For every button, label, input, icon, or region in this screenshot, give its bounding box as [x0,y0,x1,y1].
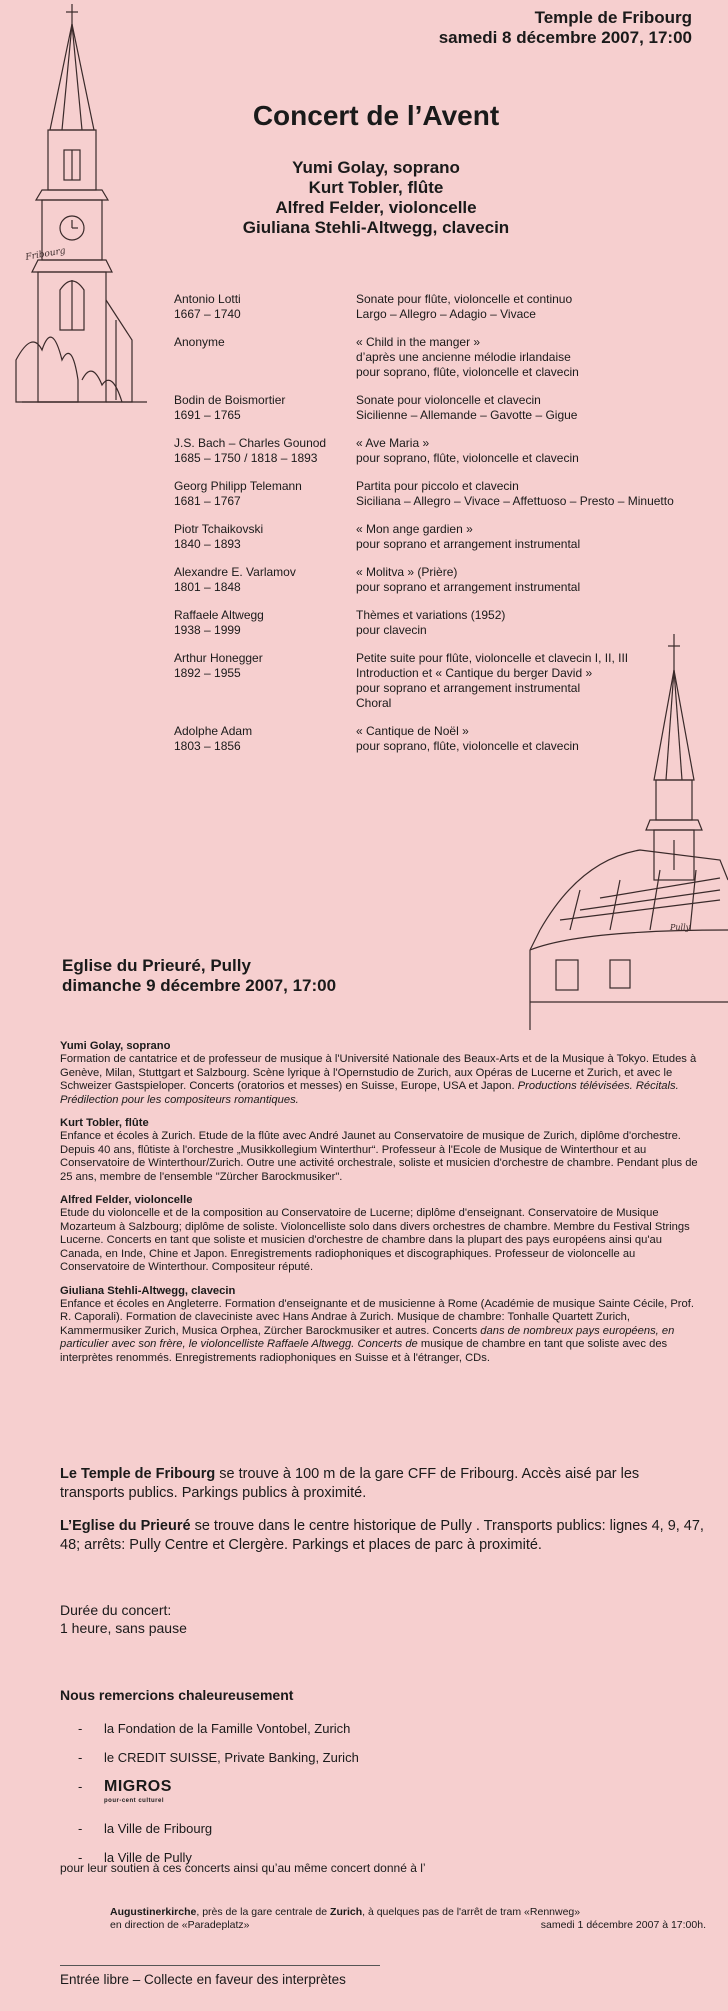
program-item [174,565,714,595]
program-item [174,522,714,552]
venue-name: Temple de Fribourg [534,8,692,27]
work-line: « Ave Maria » [356,436,430,450]
concert-title: Concert de l’Avent [252,100,500,131]
bio-text: Formation de cantatrice et de professeur de musique à l'Université Nationale des Beaux-Arts et de la Musique à Tokyo. Etudes à Genève, Milan, Stuttgart et Salzbourg. Scène lyrique à l'Opernstudio de Zurich, aux Opéras de Lucerne et Zurich, et avec le Schweizer Gastspieloper. Concerts (oratorios et messes) en Suisse, Europe, USA et Japon. [60,1053,697,1093]
thanks-item: - la Ville de Fribourg [78,1821,213,1836]
work-line: Introduction et « Cantique du berger David » [356,666,593,680]
composer-name: Piotr Tchaikovski [174,522,264,536]
bio-text: musique de chambre en tant que soliste avec des interprètes renommés. Enregistrements radiophoniques en Suisse et à l'étranger, CDs. [60,1338,668,1364]
composer-dates: 1685 – 1750 / 1818 – 1893 [174,451,318,465]
performer: Alfred Felder, violoncelle [275,198,477,217]
second-venue-date: dimanche 9 décembre 2007, 17:00 [62,976,337,995]
work-line: pour soprano, flûte, violoncelle et clavecin [356,739,579,753]
work-line: Thèmes et variations (1952) [356,608,506,622]
dash: - [78,1779,83,1794]
augustiner-venue: Augustinerkirche [110,1906,197,1918]
composer-name: Georg Philipp Telemann [174,479,302,493]
performer: Giuliana Stehli-Altwegg, clavecin [242,218,510,237]
entry-note: Entrée libre – Collecte en faveur des interprètes [60,1972,346,1987]
composer-dates: 1938 – 1999 [174,623,241,637]
work-line: « Mon ange gardien » [356,522,473,536]
composer-name: J.S. Bach – Charles Gounod [174,436,327,450]
bio-name: Alfred Felder, violoncelle [60,1194,193,1207]
composer-name: Antonio Lotti [174,292,241,306]
work-line: d’après une ancienne mélodie irlandaise [356,350,571,364]
access-venue: L’Eglise du Prieuré [60,1518,191,1534]
composer-name: Alexandre E. Varlamov [174,565,296,579]
migros-logo: MIGROS pour-cent culturel [104,1778,172,1804]
second-venue [62,956,336,996]
program-item [174,393,714,423]
duration-value: 1 heure, sans pause [60,1620,187,1636]
performer-list [0,158,728,238]
program-item [174,479,714,509]
thanks-item: - la Ville de Pully [78,1850,192,1865]
augustiner-info: Augustinerkirche, près de la gare centrale de Zurich, à quelques pas de l'arrêt de tram «Rennweg» en direction de «Paradeplatz» samedi 1 décembre 2007 à 17:00h. [110,1906,706,1931]
bio-name: Giuliana Stehli-Altwegg, clavecin [60,1284,236,1297]
bio-text: Enfance et écoles à Zurich. Etude de la flûte avec André Jaunet au Conservatoire de musique de Zurich, diplôme d'orchestre. Depuis 40 ans, flûtiste à l'orchestre „Musikkollegium Winterthur“. Professeur à l'Ecole de Musique de Winterthour et au Conservatoire de Winterthour/Zurich. Outre une activité orchestrale, soliste et musicien d'orchestre de chambre. Pendant plus de 25 ans, membre de l'ensemble "Zürcher Barockmusiker". [60,1130,698,1183]
work-line: pour soprano et arrangement instrumental [356,580,581,594]
composer-name: Bodin de Boismortier [174,393,286,407]
dash: - [78,1721,83,1736]
access-venue: Le Temple de Fribourg [60,1466,216,1482]
work-line: Partita pour piccolo et clavecin [356,479,519,493]
thanks-item: - la Fondation de la Famille Vontobel, Zurich [78,1721,351,1736]
bio-entry [60,1117,704,1184]
access-paragraph [60,1517,704,1555]
work-line: pour soprano et arrangement instrumental [356,537,581,551]
composer-dates: 1681 – 1767 [174,494,241,508]
bio-name: Kurt Tobler, flûte [60,1117,149,1130]
bio-entry [60,1285,704,1365]
bio-text: Etude du violoncelle et de la composition au Conservatoire de Lucerne; diplôme d'enseignant. Conservatoire de Musique Mozarteum à Salzbourg; diplôme de soliste. Violoncelliste solo dans divers orchestres de chambre. Membre du Festival Strings Lucerne. Concerts en tant que soliste et musicien d'orchestre de chambre dans la plupart des pays européens ainsi qu'au Canada, en Inde, Chine et Japon. Enregistrements radiophoniques et discographiques. Professeur de violoncelle au Conservatoire de Winterthour. Compositeur réputé. [60,1207,690,1274]
support-text: pour leur soutien à ces concerts ainsi qu’au même concert donné à l’ [60,1861,426,1875]
svg-text:Fribourg: Fribourg [24,246,67,263]
biographies [60,1040,704,1375]
composer-dates: 1691 – 1765 [174,408,241,422]
access-text: se trouve à 100 m de la gare CFF de Fribourg. Accès aisé par les transports publics. Parkings publics à proximité. [60,1466,640,1501]
access-info [60,1465,704,1569]
bio-text: Enfance et écoles en Angleterre. Formation d'enseignante et de musicienne à Rome (Académie de musique Sainte Cécile, Prof. R. Caporali). Formation de claveciniste avec Hans Andrae à Zurich. Musique de chambre: Tonhalle Quartett Zurich, Kammermusiker Zurich, Musica Orphea, Zürcher Barockmusiker et autres. Concerts [60,1297,694,1337]
duration [60,1601,187,1637]
thanks-item [78,1778,678,1810]
program-list [174,292,714,767]
composer-name: Arthur Honegger [174,651,263,665]
bio-text-italic: Productions télévisées. Récitals. Prédilection pour les compositeurs romantiques. [60,1080,679,1106]
performer: Kurt Tobler, flûte [308,178,444,197]
work-line: Largo – Allegro – Adagio – Vivace [356,307,536,321]
work-line: Siciliana – Allegro – Vivace – Affettuoso – Presto – Minuetto [356,494,674,508]
bio-entry [60,1040,704,1107]
work-line: Sonate pour flûte, violoncelle et continuo [356,292,573,306]
program-item [174,436,714,466]
work-line: Sicilienne – Allemande – Gavotte – Gigue [356,408,578,422]
work-line: pour soprano, flûte, violoncelle et clavecin [356,451,579,465]
program-item [174,651,714,711]
duration-label: Durée du concert: [60,1602,172,1618]
access-text: se trouve dans le centre historique de Pully . Transports publics: lignes 4, 9, 47, 48; arrêts: Pully Centre et Clergère. Parkings et places de parc à proximité. [60,1518,704,1553]
work-line: « Molitva » (Prière) [356,565,458,579]
work-line: Choral [356,696,392,710]
work-line: « Child in the manger » [356,335,481,349]
work-line: Sonate pour violoncelle et clavecin [356,393,541,407]
svg-text:Pully: Pully [670,923,691,932]
program-item [174,608,714,638]
thanks-list [78,1720,678,1878]
dash: - [78,1821,83,1836]
access-paragraph [60,1465,704,1503]
composer-name: Adolphe Adam [174,724,253,738]
composer-dates: 1801 – 1848 [174,580,241,594]
bio-name: Yumi Golay, soprano [60,1040,171,1052]
thanks-item: - le CREDIT SUISSE, Private Banking, Zurich [78,1750,359,1765]
program-item [174,292,714,322]
composer-dates: 1803 – 1856 [174,739,241,753]
composer-dates: 1840 – 1893 [174,537,241,551]
dash: - [78,1850,83,1865]
performer: Yumi Golay, soprano [292,158,460,177]
divider [60,1965,380,1966]
work-line: pour soprano, flûte, violoncelle et clavecin [356,365,579,379]
venue-header [372,8,692,48]
venue-date: samedi 8 décembre 2007, 17:00 [438,28,692,47]
composer-name: Anonyme [174,335,225,349]
composer-name: Raffaele Altwegg [174,608,264,622]
thanks-heading: Nous remercions chaleureusement [60,1687,294,1703]
dash: - [78,1750,83,1765]
second-venue-name: Eglise du Prieuré, Pully [62,956,251,975]
work-line: pour soprano et arrangement instrumental [356,681,581,695]
composer-dates: 1892 – 1955 [174,666,241,680]
composer-dates: 1667 – 1740 [174,307,241,321]
bio-text-italic: dans de nombreux pays européens, en particulier avec son frère, le violoncelliste Raffaele Altwegg. Concerts de [60,1324,675,1351]
work-line: « Cantique de Noël » [356,724,469,738]
augustiner-date: samedi 1 décembre 2007 à 17:00h. [540,1919,706,1931]
augustiner-direction: en direction de «Paradeplatz» [110,1919,250,1931]
bio-entry [60,1194,704,1274]
program-item [174,724,714,754]
work-line: pour clavecin [356,623,427,637]
work-line: Petite suite pour flûte, violoncelle et clavecin I, II, III [356,651,629,665]
program-item [174,335,714,380]
